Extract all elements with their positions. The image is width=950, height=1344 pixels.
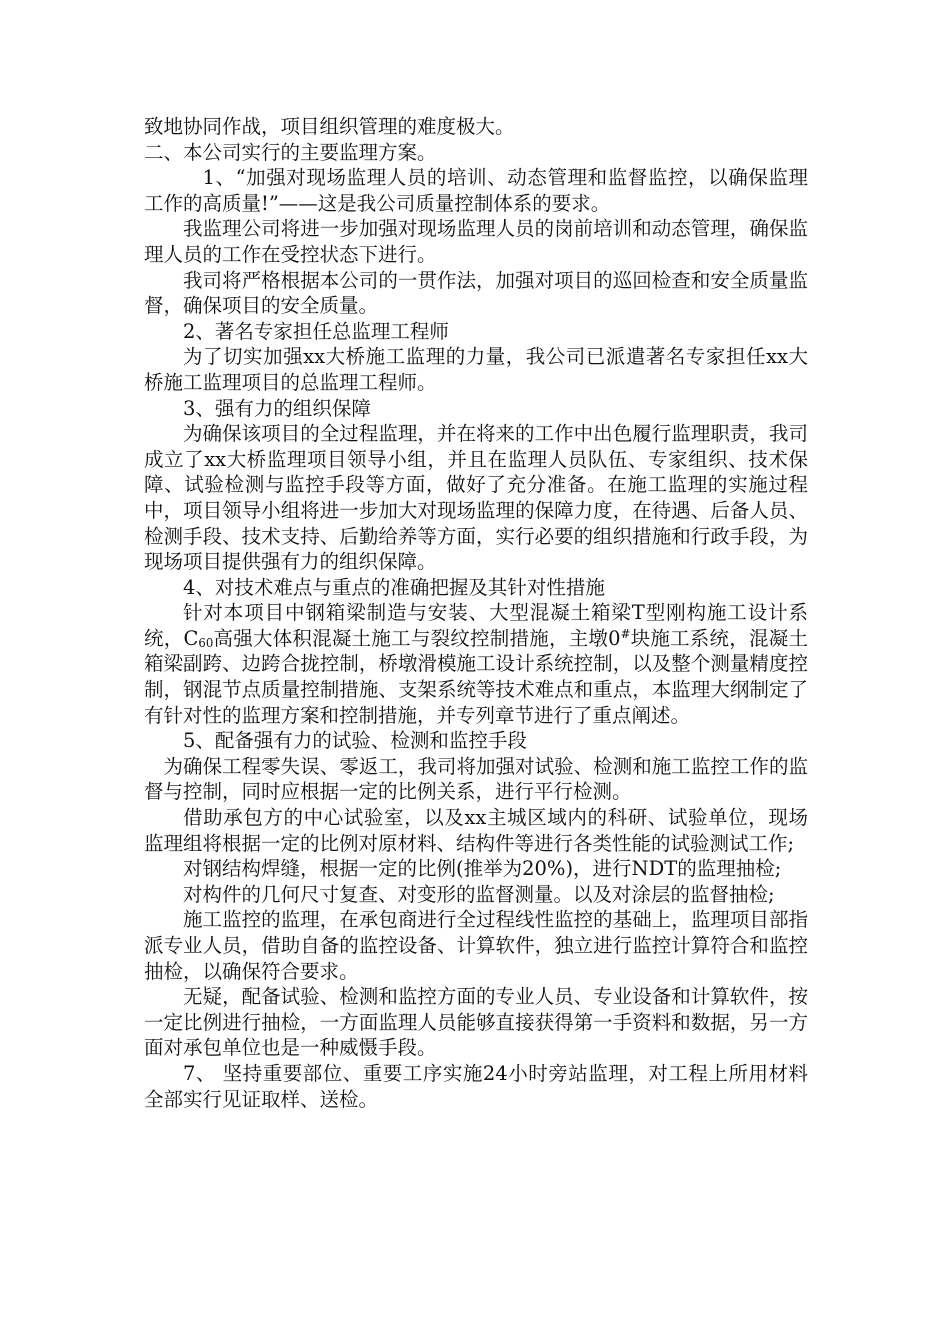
paragraph-chief-engineer: 为了切实加强xx大桥施工监理的力量，我公司已派遣著名专家担任xx大桥施工监理项目的总监理工程师。 (144, 345, 808, 394)
paragraph-inspection: 我司将严格根据本公司的一贯作法，加强对项目的巡回检查和安全质量监督，确保项目的安全质量。 (144, 268, 808, 318)
paragraph-conclusion: 无疑，配备试验、检测和监控方面的专业人员、专业设备和计算软件，按一定比例进行抽检，一方面监理人员能够直接获得第一手资料和数据，另一方面对承包单位也是一种威慑手段。 (144, 985, 808, 1060)
paragraph-training: 我监理公司将进一步加强对现场监理人员的岗前培训和动态管理，确保监理人员的工作在受控状态下进行。 (144, 217, 808, 266)
section-heading-2: 二、本公司实行的主要监理方案。 (144, 140, 437, 164)
text-segment: 针对本项目中钢箱梁制造与安装、大型混凝土箱梁T型刚构施工设计系统，C (144, 601, 808, 650)
subscript-60: 60 (198, 635, 214, 650)
paragraph-organization: 为确保该项目的全过程监理，并在将来的工作中出色履行监理职责，我司成立了xx大桥监理项目领导小组，并且在监理人员队伍、专家组织、技术保障、试验检测与监控手段等方面，做好了充分准备。在施工监理的实施过程中，项目领导小组将进一步加大对现场监理的保障力度，在待遇、后备人员、检测手段、技术支持、后勤给养等方面，实行必要的组织措施和行政手段，为现场项目提供强有力的组织保障。 (144, 422, 808, 574)
document-body (144, 114, 808, 1112)
paragraph-geometry: 对构件的几何尺寸复查、对变形的监督测量。以及对涂层的监督抽检; (183, 882, 775, 906)
paragraph-weld-ndt: 对钢结构焊缝，根据一定的比例(推举为20%)，进行NDT的监理抽检; (183, 857, 782, 881)
paragraph-monitoring: 施工监控的监理，在承包商进行全过程线性监控的基础上，监理项目部指派专业人员，借助自备的监控设备、计算软件，独立进行监控计算符合和监控抽检，以确保符合要求。 (144, 908, 808, 983)
text-segment: 高强大体积混凝土施工与裂纹控制措施，主墩0 (213, 626, 621, 650)
paragraph-item-1: 1、“加强对现场监理人员的培训、动态管理和监督监控，以确保监理工作的高质量!”——这是我公司质量控制体系的要求。 (144, 166, 808, 215)
paragraph-continuation: 致地协同作战，项目组织管理的难度极大。 (144, 115, 515, 138)
text-segment: 块施工系统，混凝土箱梁副跨、边跨合拢控制，桥墩滑模施工设计系统控制，以及整个测量精度控制，钢混节点质量控制措施、支架系统等技术难点和重点，本监理大纲制定了有针对性的监理方案和控制措施，并专列章节进行了重点阐述。 (144, 626, 808, 727)
paragraph-technical-measures (144, 600, 808, 728)
subheading-item-4: 4、对技术难点与重点的准确把握及其针对性措施 (183, 575, 605, 599)
paragraph-item-7: 7、 坚持重要部位、重要工序实施24小时旁站监理，对工程上所用材料全部实行见证取样、送检。 (144, 1061, 808, 1111)
subheading-item-5: 5、配备强有力的试验、检测和监控手段 (183, 729, 527, 753)
paragraph-lab: 借助承包方的中心试验室，以及xx主城区域内的科研、试验单位，现场监理组将根据一定的比例对原材料、结构件等进行各类性能的试验测试工作; (144, 806, 808, 855)
paragraph-parallel-testing: 为确保工程零失误、零返工，我司将加强对试验、检测和施工监控工作的监督与控制，同时应根据一定的比例关系，进行平行检测。 (144, 754, 808, 804)
subheading-item-2: 2、著名专家担任总监理工程师 (183, 319, 449, 343)
superscript-hash: # (620, 626, 631, 641)
subheading-item-3: 3、强有力的组织保障 (183, 396, 371, 420)
